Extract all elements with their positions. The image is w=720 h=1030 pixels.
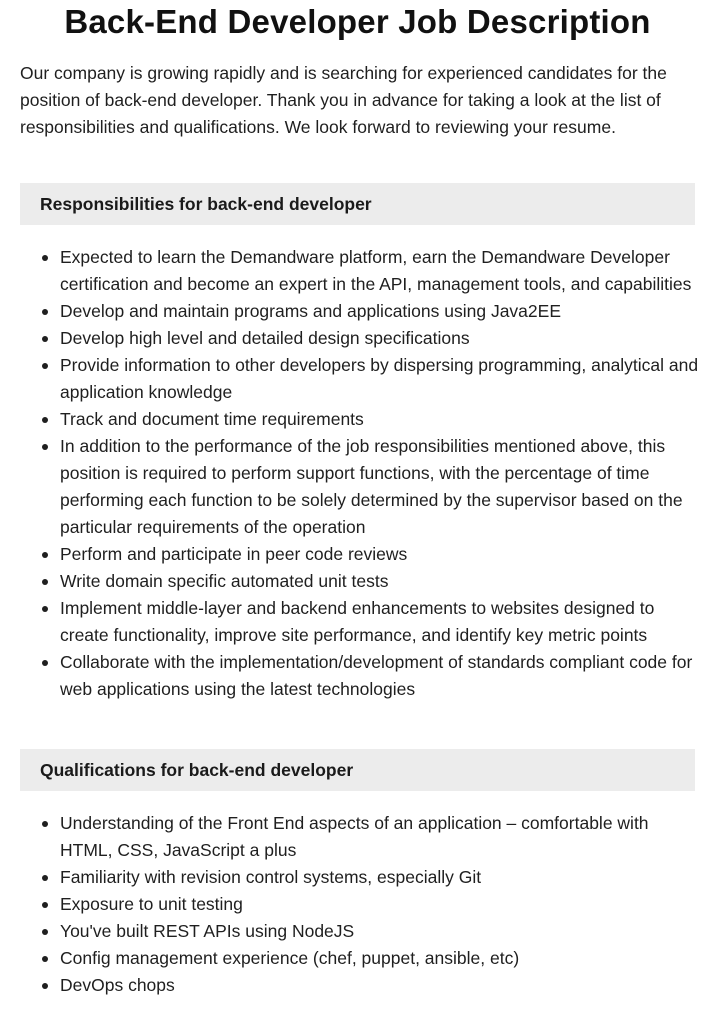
list-item: Provide information to other developers by dispersing programming, analytical and application knowledge <box>60 352 700 406</box>
list-item: In addition to the performance of the job responsibilities mentioned above, this position is required to perform support functions, with the percentage of time performing each function to be solely determined by the supervisor based on the particular requirements of the operation <box>60 433 700 541</box>
list-item: DevOps chops <box>60 972 700 999</box>
list-item: Familiarity with revision control systems, especially Git <box>60 864 700 891</box>
list-item: Implement middle-layer and backend enhancements to websites designed to create functionality, improve site performance, and identify key metric points <box>60 595 700 649</box>
qualifications-heading: Qualifications for back-end developer <box>20 749 695 791</box>
list-item: Write domain specific automated unit tests <box>60 568 700 595</box>
list-item: Develop high level and detailed design specifications <box>60 325 700 352</box>
list-item: Track and document time requirements <box>60 406 700 433</box>
list-item: Exposure to unit testing <box>60 891 700 918</box>
qualifications-list <box>20 810 700 999</box>
list-item: Collaborate with the implementation/development of standards compliant code for web applications using the latest technologies <box>60 649 700 703</box>
list-item: You've built REST APIs using NodeJS <box>60 918 700 945</box>
list-item: Develop and maintain programs and applications using Java2EE <box>60 298 700 325</box>
list-item: Perform and participate in peer code reviews <box>60 541 700 568</box>
responsibilities-heading: Responsibilities for back-end developer <box>20 183 695 225</box>
responsibilities-list <box>20 244 700 703</box>
intro-paragraph: Our company is growing rapidly and is searching for experienced candidates for the position of back-end developer. Thank you in advance for taking a look at the list of responsibilities and qualifications. We look forward to reviewing your resume. <box>20 63 667 137</box>
list-item: Config management experience (chef, puppet, ansible, etc) <box>60 945 700 972</box>
list-item: Understanding of the Front End aspects of an application – comfortable with HTML, CSS, JavaScript a plus <box>60 810 700 864</box>
page-title: Back-End Developer Job Description <box>64 3 651 40</box>
list-item: Expected to learn the Demandware platform, earn the Demandware Developer certification and become an expert in the API, management tools, and capabilities <box>60 244 700 298</box>
